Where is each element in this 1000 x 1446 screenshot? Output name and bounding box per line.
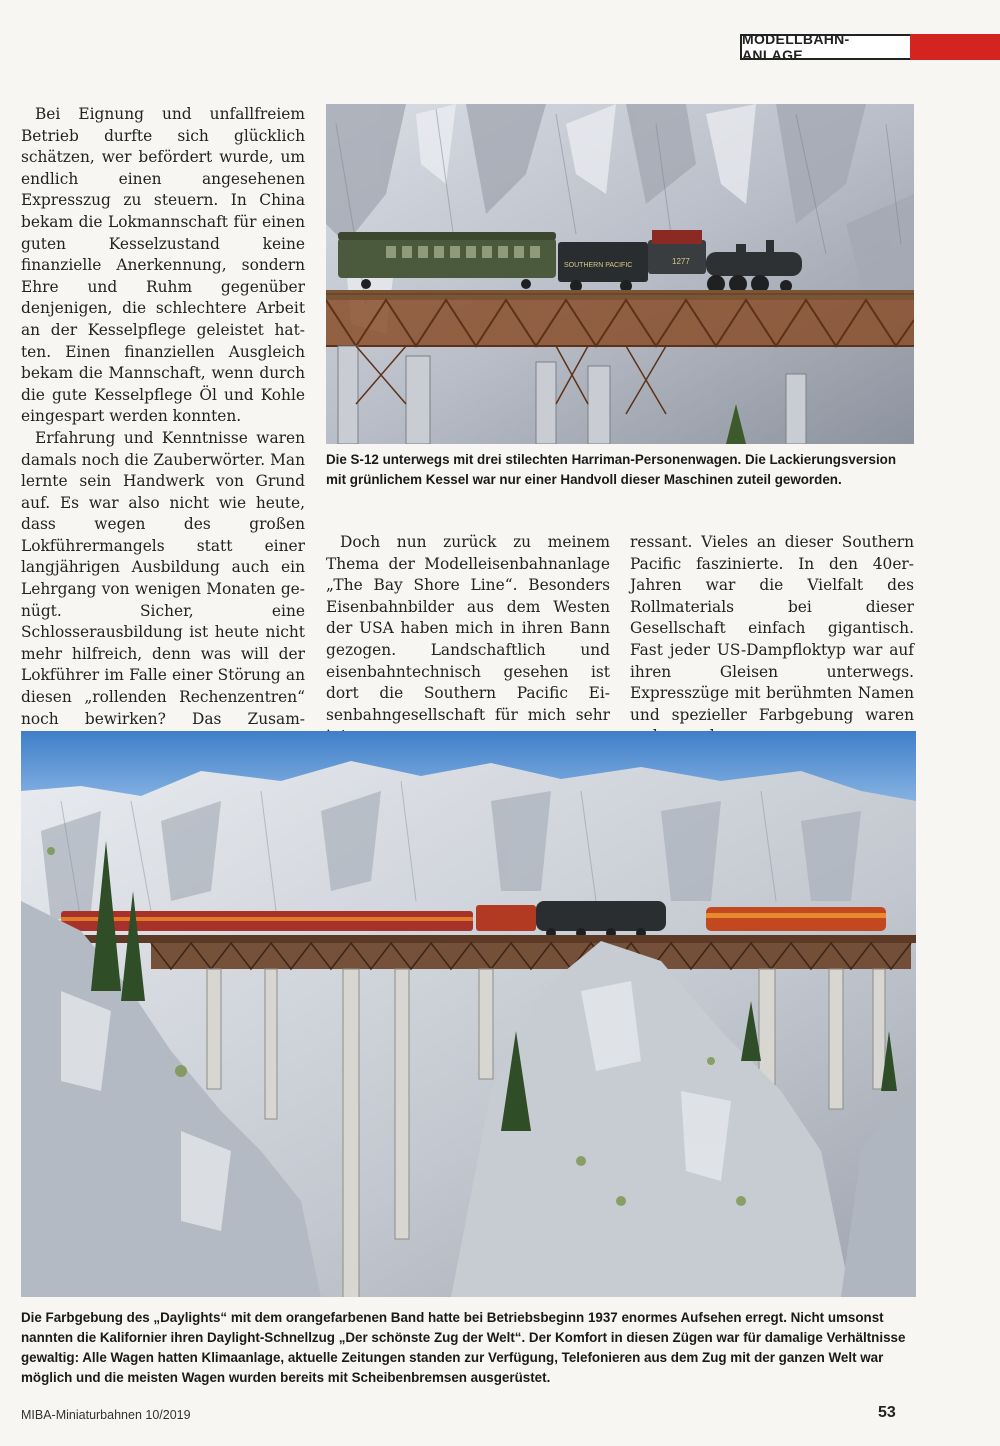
- paragraph: ressant. Vieles an dieser Southern Pacific faszinierte. In den 40er-Jahren war die Vielfalt des Rollmaterials bei dieser Gesellschaft einfach gigantisch. Fast jeder US-Dampfloktyp war auf ihren Gleisen unterwegs. Expresszüge mit berühmten Namen und spezieller Farbgebung waren: [630, 533, 914, 724]
- photo-caption-bottom: Die Farbgebung des „Daylights“ mit dem orangefarbenen Band hatte bei Betriebsbeginn 1937 enormes Aufsehen erregt. Nicht umsonst nannten die Kalifornier ihren Daylight-Schnellzug „Der schönste Zug der Welt“. Der Komfort in diesen Zügen war für damalige Verhältnisse gewaltig: Alle Wagen hatten Klimaanlage, aktuelle Zeitungen standen zur Verfügung, Telefonieren aus dem Zug mit der ganzen Welt war möglich und die meisten Wagen wurden bereits mit Scheibenbremsen ausgerüstet.: [21, 1310, 906, 1385]
- photo-caption-top: Die S-12 unterwegs mit drei stilechten Harriman-Personenwagen. Die Lackierungsversion mit grünlichem Kessel war nur einer Handvoll dieser Maschinen zuteil geworden.: [326, 452, 897, 487]
- text-column-2: [326, 532, 610, 748]
- photo-s12-trestle: [326, 104, 914, 444]
- text-column-3: [630, 532, 914, 748]
- paragraph: Doch nun zurück zu meinem Thema der Modelleisenbahnanlage „The Bay Shore Line“. Besonders Eisenbahnbilder aus dem Westen der USA haben mich in ihren Bann gezogen. Landschaftlich und eisenbahntechnisch gesehen ist dort die Southern Pacific Eisenbahngesellschaft für mich sehr: [326, 533, 610, 724]
- photo-daylight-trestle: [21, 731, 916, 1297]
- section-tag: MODELLBAHN-ANLAGE: [740, 34, 910, 60]
- publication-footer: MIBA-Miniaturbahnen 10/2019: [21, 1408, 191, 1422]
- section-accent-bar: [910, 34, 1000, 60]
- page-number: 53: [878, 1404, 896, 1421]
- loco-number: 1277: [672, 257, 690, 266]
- paragraph: Bei Eignung und unfallfreiem Betrieb durfte sich glücklich schätzen, wer befördert wurde, um endlich einen angesehenen Expresszug zu steuern. In China bekam die Lokmannschaft für einen guten Kesselzustand keine finanzielle Anerkennung, sondern Ehre und Ruhm gegenüber denjenigen, die schlechtere Arbeit an der Kesselpflege geleistet hatten. Einen finanziellen Ausgleich bekam die Mannschaft, wenn durch die gute Kesselpflege Öl und Kohle eingespart werden konnten.: [21, 105, 305, 426]
- paragraph: Erfahrung und Kenntnisse waren damals noch die Zauberwörter. Man lernte sein Handwerk von Grund auf. Es war also nicht wie heute, dass wegen des großen Lokführermangels statt einer langjährigen Ausbildung auch ein Lehrgang von wenigen Monaten genügt. Sicher, eine Schlosserausbildung ist heute nicht mehr hilfreich, denn was will der Lokführer im Falle einer Störung an diesen „rollenden Rechenzentren“ noch bewirken? Das Zusam: [21, 428, 305, 728]
- text-column-1: [21, 104, 305, 817]
- tender-lettering: SOUTHERN PACIFIC: [564, 262, 633, 269]
